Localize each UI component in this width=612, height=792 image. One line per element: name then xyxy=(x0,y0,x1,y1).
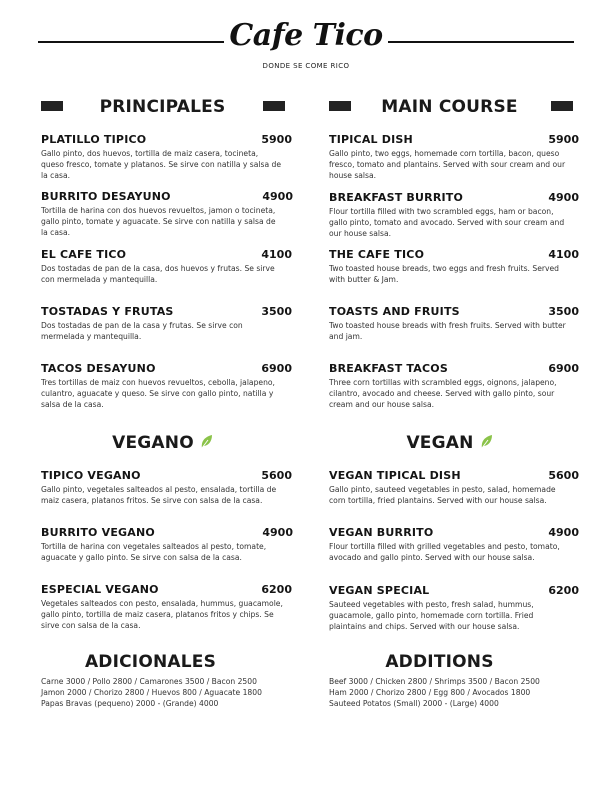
section-title-text: VEGAN xyxy=(406,433,474,453)
item-name: BURRITO DESAYUNO xyxy=(41,190,171,203)
item-description: Three corn tortillas with scrambled eggs, oignons, jalapeno, cilantro, avocado and cheese. Served with gallo pinto, sour cream and our house salsa. xyxy=(329,378,557,409)
additions-list xyxy=(41,676,262,709)
item-description: Gallo pinto, vegetales salteados al pesto, ensalada, tortilla de maiz casera, platanos fritos. Se sirve con salsa de la casa. xyxy=(41,485,277,505)
decor-bar xyxy=(41,101,63,111)
item-name: PLATILLO TIPICO xyxy=(41,133,147,146)
item-price: 4900 xyxy=(548,191,579,204)
section-title-main-course: MAIN COURSE xyxy=(381,97,518,117)
header-rule-right xyxy=(388,41,574,43)
menu-item xyxy=(329,133,571,181)
item-name: ESPECIAL VEGANO xyxy=(41,583,159,596)
item-description: Gallo pinto, dos huevos, tortilla de maiz casera, tocineta, queso fresco, tomate y platanos. Se sirve con natilla y salsa de la casa. xyxy=(41,149,282,180)
item-price: 5600 xyxy=(548,469,579,482)
item-price: 4900 xyxy=(262,526,293,539)
item-name: TIPICAL DISH xyxy=(329,133,413,146)
item-description: Flour tortilla filled with two scrambled eggs, ham or bacon, gallo pinto, tomato and avocado. Served with sour cream and our house salsa. xyxy=(329,207,565,238)
decor-bar xyxy=(329,101,351,111)
item-name: VEGAN SPECIAL xyxy=(329,584,430,597)
item-name: THE CAFE TICO xyxy=(329,248,425,261)
addition-line: Sauteed Potatos (Small) 2000 - (Large) 4000 xyxy=(329,699,499,708)
menu-item xyxy=(329,469,571,506)
item-name: VEGAN BURRITO xyxy=(329,526,434,539)
item-description: Dos tostadas de pan de la casa y frutas. Se sirve con mermelada y mantequilla. xyxy=(41,321,243,341)
item-description: Two toasted house breads, two eggs and fresh fruits. Served with butter & Jam. xyxy=(329,264,559,284)
item-description: Tres tortillas de maiz con huevos revueltos, cebolla, jalapeno, culantro, aguacate y queso. Se sirve con gallo pinto, natilla y salsa de la casa. xyxy=(41,378,275,409)
item-price: 5600 xyxy=(261,469,292,482)
item-price: 4100 xyxy=(261,248,292,261)
menu-item xyxy=(41,362,283,410)
tagline: DONDE SE COME RICO xyxy=(262,62,350,70)
section-title-adicionales: ADICIONALES xyxy=(84,652,217,672)
menu-item xyxy=(41,526,283,563)
leaf-icon xyxy=(480,434,493,449)
item-description: Two toasted house breads with fresh fruits. Served with butter and jam. xyxy=(329,321,566,341)
section-title-principales: PRINCIPALES xyxy=(99,97,226,117)
section-title-vegano xyxy=(70,433,255,453)
header-rule-left xyxy=(38,41,224,43)
menu-item xyxy=(329,526,571,563)
item-price: 5900 xyxy=(261,133,292,146)
item-name: TIPICO VEGANO xyxy=(41,469,141,482)
menu-item xyxy=(329,305,571,342)
addition-line: Carne 3000 / Pollo 2800 / Camarones 3500 / Bacon 2500 xyxy=(41,677,257,686)
item-description: Dos tostadas de pan de la casa, dos huevos y frutas. Se sirve con mermelada y mantequilla. xyxy=(41,264,275,284)
item-name: TOSTADAS Y FRUTAS xyxy=(41,305,174,318)
menu-item xyxy=(41,248,283,285)
item-price: 6900 xyxy=(548,362,579,375)
item-name: TACOS DESAYUNO xyxy=(41,362,156,375)
item-price: 3500 xyxy=(261,305,292,318)
menu-item xyxy=(329,362,571,410)
logo: Cafe Tico xyxy=(229,18,383,53)
item-price: 6200 xyxy=(261,583,292,596)
item-name: BURRITO VEGANO xyxy=(41,526,155,539)
item-name: BREAKFAST BURRITO xyxy=(329,191,464,204)
menu-item xyxy=(41,190,283,238)
item-description: Gallo pinto, sauteed vegetables in pesto, salad, homemade corn tortilla, fried plantains. Served with our house salsa. xyxy=(329,485,556,505)
item-name: EL CAFE TICO xyxy=(41,248,127,261)
item-name: VEGAN TIPICAL DISH xyxy=(329,469,461,482)
menu-item xyxy=(329,191,571,239)
item-description: Tortilla de harina con vegetales salteados al pesto, tomate, aguacate y gallo pinto. Se sirve con salsa de la casa. xyxy=(41,542,267,562)
menu-item xyxy=(41,305,283,342)
addition-line: Papas Bravas (pequeno) 2000 - (Grande) 4000 xyxy=(41,699,219,708)
item-description: Flour tortilla filled with grilled vegetables and pesto, tomato, avocado and gallo pinto. Served with our house salsa. xyxy=(329,542,560,562)
menu-item xyxy=(41,133,283,181)
section-title-additions: ADDITIONS xyxy=(385,652,494,672)
leaf-icon xyxy=(200,434,213,449)
item-name: BREAKFAST TACOS xyxy=(329,362,448,375)
item-description: Tortilla de harina con dos huevos revueltos, jamon o tocineta, gallo pinto, tomate y aguacate. Se sirve con natilla y salsa de la casa. xyxy=(41,206,276,237)
menu-item xyxy=(41,583,283,631)
item-price: 6900 xyxy=(261,362,292,375)
item-price: 4100 xyxy=(548,248,579,261)
item-description: Gallo pinto, two eggs, homemade corn tortilla, bacon, queso fresco, tomato and plantains. Served with sour cream and our house salsa. xyxy=(329,149,566,180)
decor-bar xyxy=(551,101,573,111)
item-description: Sauteed vegetables with pesto, fresh salad, hummus, guacamole, gallo pinto, homemade corn tortilla. Fried plaintains and chips. Served with our house salsa. xyxy=(329,600,534,631)
decor-bar xyxy=(263,101,285,111)
menu-item xyxy=(329,248,571,285)
addition-line: Jamon 2000 / Chorizo 2800 / Huevos 800 / Aguacate 1800 xyxy=(41,688,262,697)
section-title-text: VEGANO xyxy=(112,433,194,453)
item-price: 5900 xyxy=(548,133,579,146)
item-price: 4900 xyxy=(262,190,293,203)
section-title-vegan xyxy=(357,433,542,453)
menu-item xyxy=(41,469,283,506)
additions-list xyxy=(329,676,540,709)
item-price: 6200 xyxy=(548,584,579,597)
addition-line: Beef 3000 / Chicken 2800 / Shrimps 3500 / Bacon 2500 xyxy=(329,677,540,686)
addition-line: Ham 2000 / Chorizo 2800 / Egg 800 / Avocados 1800 xyxy=(329,688,531,697)
item-description: Vegetales salteados con pesto, ensalada, hummus, guacamole, gallo pinto, tortilla de maiz casera, platanos fritos y chips. Se sirve con salsa de la casa. xyxy=(41,599,283,630)
item-price: 4900 xyxy=(548,526,579,539)
item-price: 3500 xyxy=(548,305,579,318)
menu-item xyxy=(329,584,571,632)
item-name: TOASTS AND FRUITS xyxy=(329,305,460,318)
